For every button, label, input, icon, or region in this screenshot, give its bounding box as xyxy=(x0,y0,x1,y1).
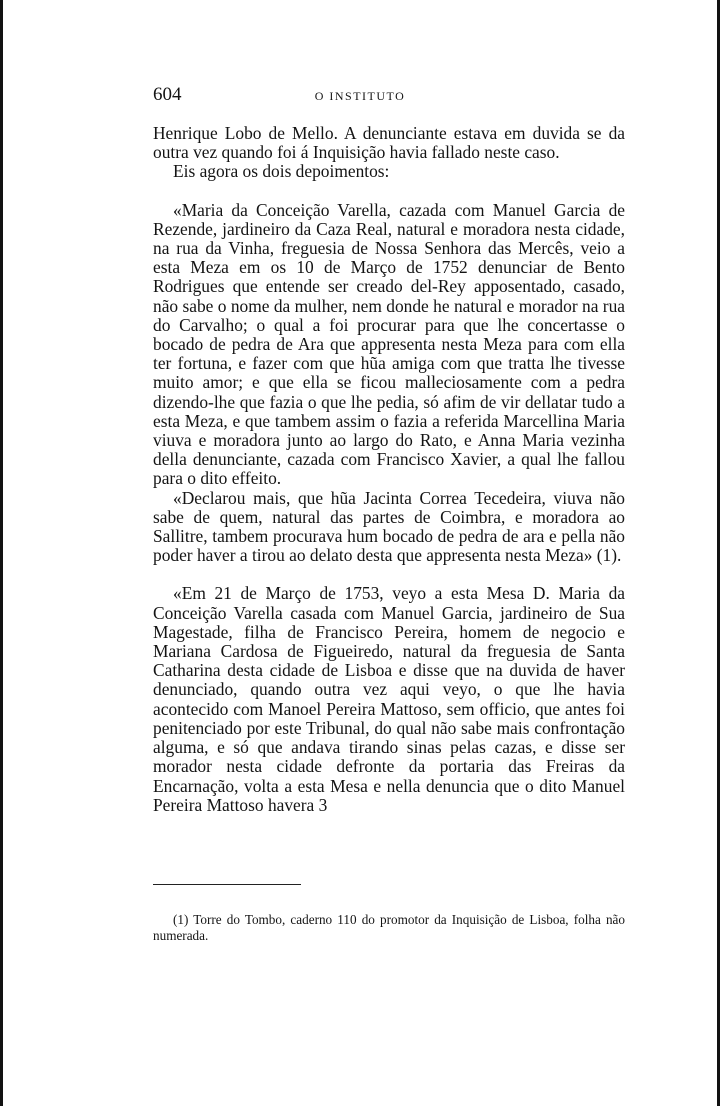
running-head: O INSTITUTO xyxy=(314,89,406,103)
paragraph: «Declarou mais, que hũa Jacinta Correa Tecedeira, viuva não sabe de quem, natural das partes de Coimbra, e moradora ao Sallitre, tambem procurava hum bocado de pedra de ara e pella não poder haver a tirou ao delato desta que appresenta nesta Meza» (1). xyxy=(153,487,625,566)
paragraph: Henrique Lobo de Mello. A denunciante estava em duvida se da outra vez quando foi á Inquisição havia fallado neste caso. xyxy=(153,123,625,163)
page-number: 604 xyxy=(153,84,182,105)
body-text xyxy=(153,124,625,815)
paragraph: «Maria da Conceição Varella, cazada com Manuel Garcia de Rezende, jardineiro da Caza Real, natural e moradora nesta cidade, na rua da Vinha, freguesia de Nossa Senhora das Mercês, veio a esta Meza em os 10 de Março de 1752 denunciar de Bento Rodrigues que entende ser creado del-Rey apposentado, casado, não sabe o nome da mulher, nem donde he natural e morador na rua do Carvalho; o qual a foi procurar para que lhe concertasse o bocado de pedra de Ara que appresenta nesta Meza para com ella ter fortuna, e fazer com que hũa amiga com que tratta lhe tivesse muito amor; e que ella se ficou malleciosamente com a pedra dizendo-lhe que fazia o que lhe pedia, só afim de vir dellatar tudo a esta Meza, e que tambem assim o fazia a referida Marcellina Maria viuva e moradora junto ao largo do Rato, e Anna Maria vezinha della denunciante, cazada com Francisco Xavier, a qual lhe fallou para o dito effeito. xyxy=(153,199,625,489)
paragraph: Eis agora os dois depoimentos: xyxy=(173,161,390,182)
paragraph: «Em 21 de Março de 1753, veyo a esta Mesa D. Maria da Conceição Varella casada com Manuel Garcia, jardineiro de Sua Magestade, filha de Francisco Pereira, homem de negocio e Mariana Cardosa de Figueiredo, natural da freguesia de Santa Catharina desta cidade de Lisboa e disse que na duvida de haver denunciado, quando outra vez aqui veyo, o que lhe havia acontecido com Manoel Pereira Mattoso, sem officio, que antes foi penitenciado por este Tribunal, do qual não sabe mais confrontação alguma, e só que andava tirando sinas pelas cazas, e disse ser morador nesta cidade defronte da portaria das Freiras da Encarnação, volta a esta Mesa e nella denuncia que o dito Manuel Pereira Mattoso havera 3 xyxy=(153,583,625,815)
footnote: (1) Torre do Tombo, caderno 110 do promotor da Inquisição de Lisboa, folha não numerada. xyxy=(153,912,625,943)
footnote-rule xyxy=(153,884,301,885)
